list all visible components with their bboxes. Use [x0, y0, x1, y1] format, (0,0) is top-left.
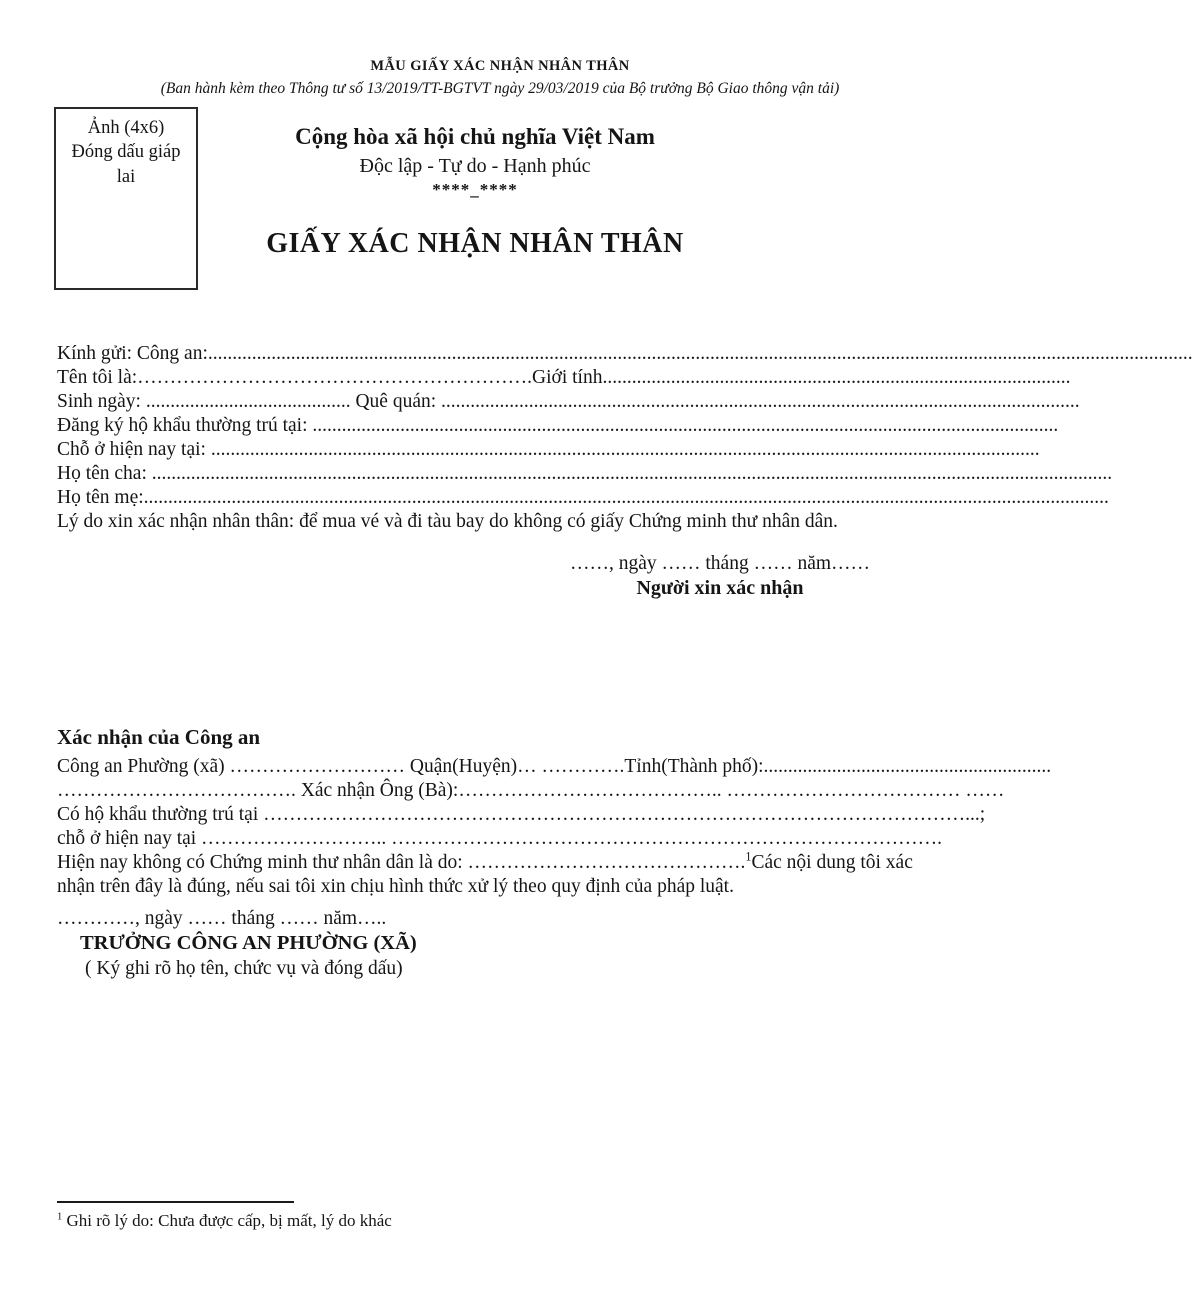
police-confirmation-section — [57, 725, 1052, 898]
field-registered-residence: Đăng ký hộ khẩu thường trú tại: ......................................................................................................................................................... — [57, 415, 1059, 436]
photo-box: Ảnh (4x6) Đóng dấu giáp lai — [54, 107, 198, 290]
confirmation-statement-end: nhận trên đây là đúng, nếu sai tôi xin chịu hình thức xử lý theo quy định của pháp luật. — [57, 876, 734, 897]
footnote-marker: 1 — [57, 1211, 63, 1223]
document-title: GIẤY XÁC NHẬN NHÂN THÂN — [266, 228, 684, 259]
police-section-heading: Xác nhận của Công an — [57, 725, 261, 749]
field-addressee: Kính gửi: Công an:.......................................................................................................................................................................................................... — [57, 343, 1193, 364]
applicant-date-line: ……, ngày …… tháng …… năm…… — [569, 553, 871, 574]
confirmation-statement-start: Các nội dung tôi xác — [751, 852, 913, 873]
national-header — [150, 124, 800, 200]
field-reason: Lý do xin xác nhận nhân thân: để mua vé và đi tàu bay do không có giấy Chứng minh thư nhân dân. — [57, 511, 838, 532]
field-father-name: Họ tên cha: ..................................................................................................................................................................................................... — [57, 463, 1113, 484]
police-chief-title: TRƯỞNG CÔNG AN PHƯỜNG (XÃ) — [80, 932, 417, 954]
police-field-current-residence: chỗ ở hiện nay tại ……………………….. …………………………………………………………………………. — [57, 828, 943, 849]
police-date-line: …………, ngày …… tháng …… năm….. — [57, 908, 387, 929]
applicant-section — [57, 342, 1193, 534]
field-current-residence: Chỗ ở hiện nay tại: .......................................................................................................................................................................... — [57, 439, 1040, 460]
footnote — [57, 1201, 657, 1231]
form-template-title: MẪU GIẤY XÁC NHẬN NHÂN THÂN — [370, 58, 630, 74]
police-field-confirm-person: ………………………………. Xác nhận Ông (Bà):………………………………….. ……………………………… …… — [57, 780, 1005, 801]
police-field-registered-residence: Có hộ khẩu thường trú tại ………………………………………………………………………………………………...; — [57, 804, 986, 825]
police-field-no-id-reason — [57, 850, 940, 874]
field-mother-name: Họ tên mẹ:...................................................................................................................................................................................................... — [57, 487, 1109, 508]
field-name-gender: Tên tôi là:…………………………………………………….Giới tính................................................................................................ — [57, 367, 1071, 388]
police-field-ward-district-province: Công an Phường (xã) ……………………… Quận(Huyện)… ………….Tỉnh(Thành phố):........................................................... — [57, 756, 1052, 777]
footnote-text-line — [57, 1211, 657, 1231]
issued-under-note: (Ban hành kèm theo Thông tư số 13/2019/TT-BGTVT ngày 29/03/2019 của Bộ trưởng Bộ Giao thông vận tải) — [160, 80, 840, 97]
applicant-signer-label: Người xin xác nhận — [636, 577, 804, 599]
divider-stars: ****_**** — [432, 180, 518, 199]
police-signature-block — [57, 906, 557, 981]
no-id-reason-text: Hiện nay không có Chứng minh thư nhân dân là do: ……………………………………. — [57, 852, 746, 873]
signature-instruction-note: ( Ký ghi rõ họ tên, chức vụ và đóng dấu) — [85, 958, 403, 979]
country-name: Cộng hòa xã hội chủ nghĩa Việt Nam — [295, 124, 655, 149]
applicant-signature-block — [530, 551, 910, 601]
footnote-divider — [57, 1201, 294, 1203]
footnote-text: Ghi rõ lý do: Chưa được cấp, bị mất, lý do khác — [62, 1211, 392, 1230]
footnote-marker-ref: 1 — [745, 849, 752, 864]
national-motto: Độc lập - Tự do - Hạnh phúc — [359, 155, 591, 177]
field-birthdate-hometown: Sinh ngày: .......................................... Quê quán: ................................................................................................................................... — [57, 391, 1080, 412]
